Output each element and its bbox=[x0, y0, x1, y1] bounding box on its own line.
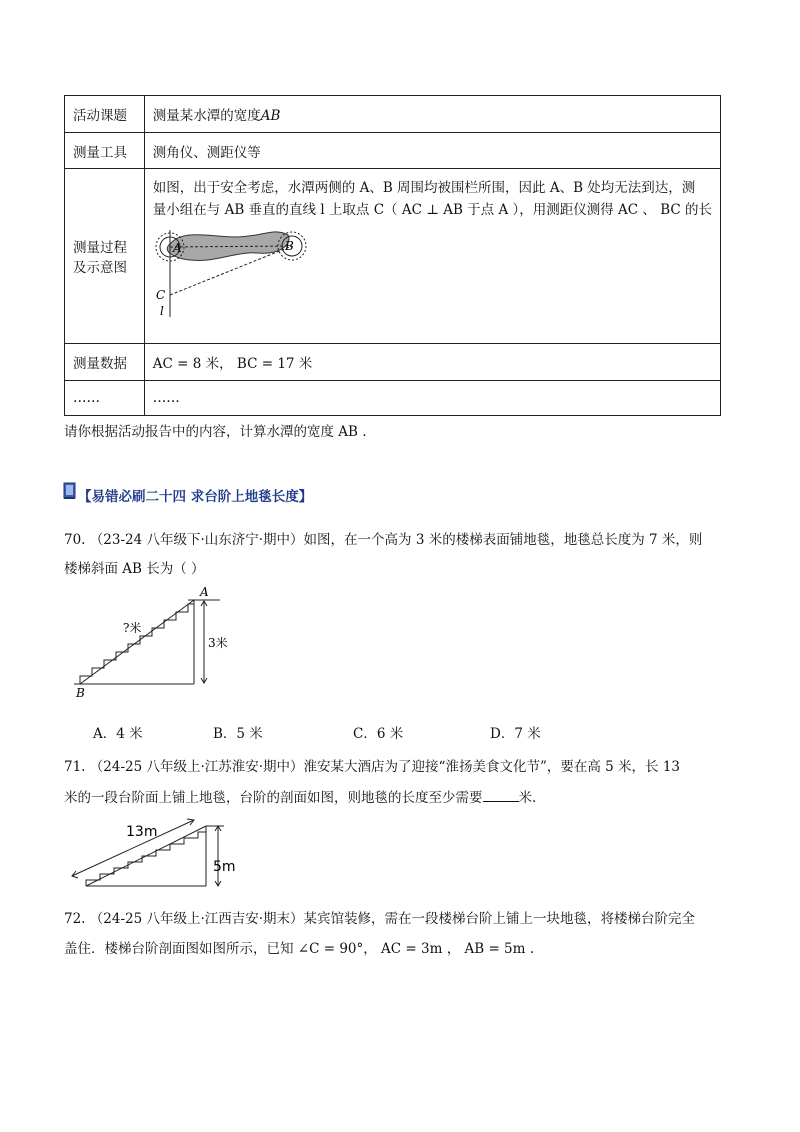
label-l: l bbox=[159, 304, 164, 318]
option-c[interactable]: C．6 米 bbox=[353, 726, 404, 742]
section-title: 【易错必刷二十四 求台阶上地毯长度】 bbox=[78, 489, 313, 505]
stairs-slope bbox=[80, 600, 194, 684]
table-row bbox=[65, 96, 721, 133]
q71-line2: 米的一段台阶面上铺上地毯，台阶的剖面如图，则地毯的长度至少需要 米. bbox=[64, 786, 536, 806]
label-c: C bbox=[155, 288, 165, 302]
process-desc-line1: 如图，出于安全考虑，水潭两侧的 A、B 周围均被围栏所围，因此 A、B 处均无法到达，测 bbox=[152, 180, 696, 196]
row-key: 测量数据 bbox=[65, 344, 145, 381]
pond-diagram bbox=[153, 225, 313, 320]
q72-line1: 72. （24-25 八年级上·江西吉安·期末）某宾馆装修，需在一段楼梯台阶上铺上一块地毯，将楼梯台阶完全 bbox=[64, 911, 696, 927]
label-a: A bbox=[200, 585, 209, 599]
after-table-text: 请你根据活动报告中的内容，计算水潭的宽度 AB . bbox=[64, 424, 367, 440]
height-label: 5m bbox=[213, 859, 236, 875]
process-desc-line2: 量小组在与 AB 垂直的直线 l 上取点 C（ AC ⊥ AB 于点 A ），用测距仪测得 AC 、 BC 的长 bbox=[152, 202, 712, 218]
row-value: 测量某水潭的宽度AB bbox=[144, 96, 720, 133]
option-a[interactable]: A．4 米 bbox=[93, 726, 143, 742]
q72-line2: 盖住．楼梯台阶剖面图如图所示，已知 ∠C = 90°， AC = 3m ， AB = 5m . bbox=[64, 941, 535, 957]
length-label: 13m bbox=[126, 824, 158, 840]
activity-report-table bbox=[64, 95, 721, 416]
q71-line1: 71. （24-25 八年级上·江苏淮安·期中）淮安某大酒店为了迎接“淮扬美食文化节”，要在高 5 米，长 13 bbox=[64, 759, 680, 775]
option-b[interactable]: B．5 米 bbox=[213, 726, 263, 742]
table-row bbox=[65, 344, 721, 381]
row-key: 测量过程 及示意图 bbox=[65, 169, 145, 344]
row-key: 活动课题 bbox=[65, 96, 145, 133]
label-b: B bbox=[284, 239, 294, 253]
row-key: 测量工具 bbox=[65, 133, 145, 169]
row-key: …… bbox=[65, 381, 145, 416]
table-row bbox=[65, 169, 721, 344]
table-row bbox=[65, 381, 721, 416]
label-b: B bbox=[76, 686, 85, 699]
q70-line1: 70. （23-24 八年级下·山东济宁·期中）如图，在一个高为 3 米的楼梯表面铺地毯，地毯总长度为 7 米，则 bbox=[64, 532, 703, 548]
row-value: AC = 8 米， BC = 17 米 bbox=[144, 344, 720, 381]
process-cell bbox=[144, 169, 720, 344]
label-a: A bbox=[172, 241, 182, 255]
row-value: 测角仪、测距仪等 bbox=[144, 133, 720, 169]
q70-line2: 楼梯斜面 AB 长为（ ） bbox=[64, 561, 205, 577]
option-d[interactable]: D．7 米 bbox=[490, 726, 541, 742]
table-row bbox=[65, 133, 721, 169]
q70-stairs-figure bbox=[70, 584, 240, 699]
row-value: …… bbox=[144, 381, 720, 416]
height-label: 3米 bbox=[208, 636, 228, 650]
answer-blank[interactable] bbox=[483, 787, 519, 802]
book-icon bbox=[62, 481, 78, 501]
q71-stairs-figure bbox=[66, 818, 246, 896]
slope-label: ?米 bbox=[123, 621, 142, 635]
